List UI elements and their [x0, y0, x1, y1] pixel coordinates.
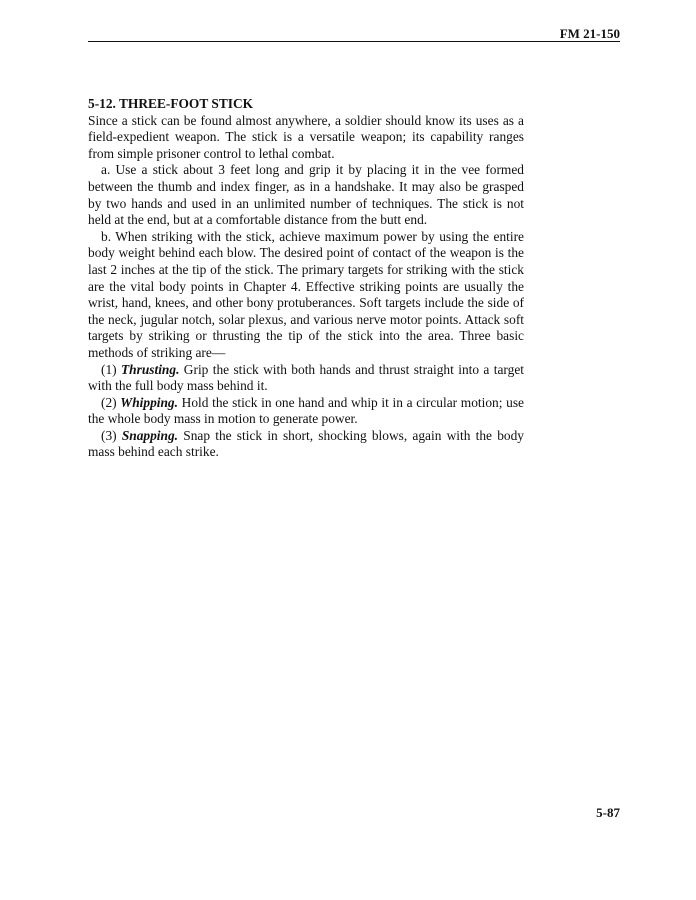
page-number: 5-87 — [596, 805, 620, 820]
header-rule — [88, 41, 620, 42]
paragraph-b: b. When striking with the stick, achieve maximum power by using the entire body weight behind each blow. The desired point of contact of the weapon is the last 2 inches at the tip of the stick. The primary targets for striking with the stick are the vital body points in Chapter 4. Effective striking points are usually the wrist, hand, knees, and other bony protuberances. Soft targets include the side of the neck, jugular notch, solar plexus, and various nerve motor points. Attack soft targets by striking or thrusting the tip of the stick into the area. Three basic methods of striking are— — [88, 228, 524, 360]
method-text: Grip the stick with both hands and thrust straight into a target with the full body mass behind it. — [88, 361, 524, 394]
intro-paragraph: Since a stick can be found almost anywhere, a soldier should know its uses as a field-expedient weapon. The stick is a versatile weapon; its capability ranges from simple prisoner control to lethal combat. — [88, 112, 524, 161]
method-snapping — [88, 428, 524, 461]
method-text: Snap the stick in short, shocking blows, again with the body mass behind each strike. — [88, 427, 524, 460]
method-number: (2) — [101, 394, 121, 410]
method-term: Snapping. — [121, 427, 179, 443]
method-term: Thrusting. — [121, 361, 180, 377]
method-number: (1) — [101, 361, 121, 377]
method-whipping — [88, 395, 524, 428]
method-thrusting — [88, 362, 524, 395]
paragraph-a: a. Use a stick about 3 feet long and grip it by placing it in the vee formed between the thumb and index finger, as in a handshake. It may also be grasped by two hands and used in an unlimited number of techniques. The stick is not held at the end, but at a comfortable distance from the butt end. — [88, 162, 524, 228]
page-body — [88, 96, 524, 461]
section-title: 5-12. THREE-FOOT STICK — [88, 96, 254, 111]
manual-id: FM 21-150 — [559, 26, 620, 41]
method-number: (3) — [101, 427, 122, 443]
method-text: Hold the stick in one hand and whip it in a circular motion; use the whole body mass in motion to generate power. — [88, 394, 524, 427]
method-term: Whipping. — [120, 394, 178, 410]
